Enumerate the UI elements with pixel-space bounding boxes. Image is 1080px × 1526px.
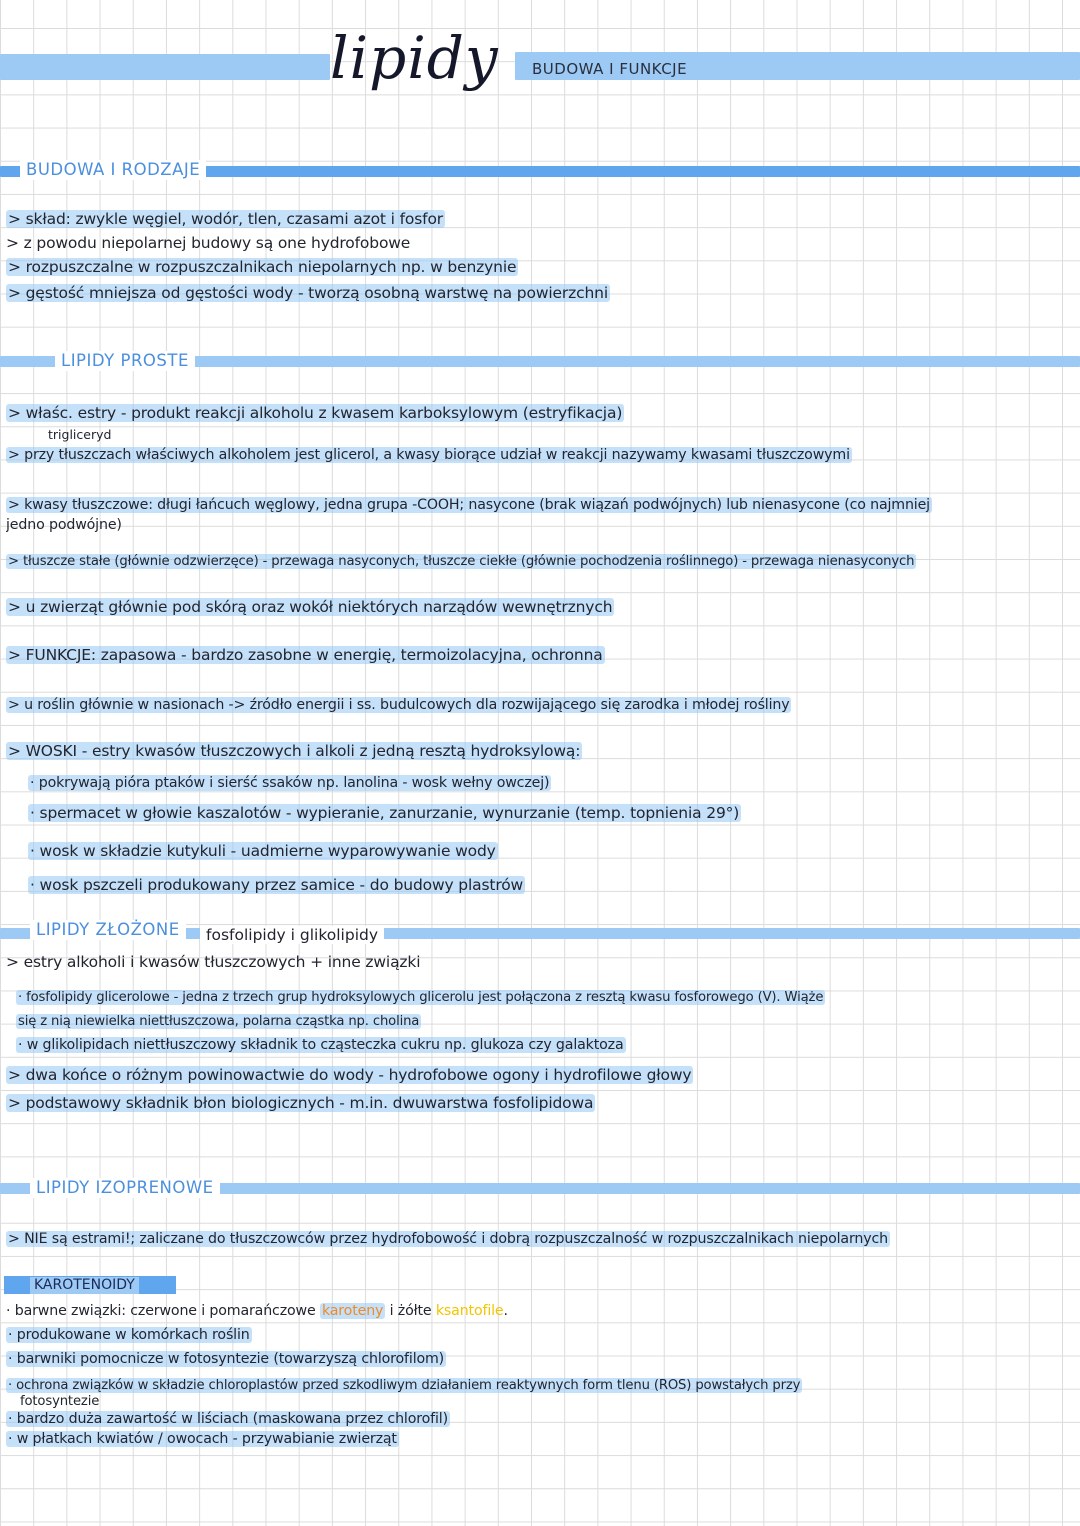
proste-line-6: > u zwierząt głównie pod skórą oraz wokół niektórych narządów wewnętrznych xyxy=(8,598,613,616)
heading-izoprenowe: LIPIDY IZOPRENOWE xyxy=(30,1178,220,1198)
zlozone-line-5: > dwa końce o różnym powinowactwie do wody - hydrofobowe ogony i hydrofilowe głowy xyxy=(8,1066,692,1084)
proste-line-11: · spermacet w głowie kaszalotów - wypieranie, zanurzanie, wynurzanie (temp. topnienia 29°) xyxy=(30,804,740,822)
proste-line-12: · wosk w składzie kutykuli - uadmierne wyparowywanie wody xyxy=(30,842,496,860)
subheading-karotenoidy: KAROTENOIDY xyxy=(30,1277,139,1294)
proste-line-2: > przy tłuszczach właściwych alkoholem jest glicerol, a kwasy biorące udział w reakcji nazywamy kwasami tłuszczowymi xyxy=(8,447,850,463)
ksantofile-word: ksantofile xyxy=(435,1303,504,1319)
budowa-line-2: > z powodu niepolarnej budowy są one hydrofobowe xyxy=(6,234,411,252)
heading-budowa: BUDOWA I RODZAJE xyxy=(20,160,206,180)
proste-line-3: > kwasy tłuszczowe: długi łańcuch węglowy, jedna grupa -COOH; nasycone (brak wiązań podwójnych) lub nienasycone (co najmniej xyxy=(8,497,930,513)
proste-line-9: > WOSKI - estry kwasów tłuszczowych i alkoli z jedną resztą hydroksylową: xyxy=(8,742,581,760)
heading-proste: LIPIDY PROSTE xyxy=(55,351,195,371)
page-title: lipidy xyxy=(330,24,499,92)
budowa-line-1: > skład: zwykle węgiel, wodór, tlen, czasami azot i fosfor xyxy=(8,210,443,228)
zlozone-line-4: · w glikolipidach niettłuszczowy składnik to cząsteczka cukru np. glukoza czy galaktoza xyxy=(18,1037,624,1053)
zlozone-line-1: > estry alkoholi i kwasów tłuszczowych + inne związki xyxy=(6,953,421,971)
proste-line-5: > tłuszcze stałe (głównie odzwierzęce) - przewaga nasyconych, tłuszcze ciekłe (głównie pochodzenia roślinnego) - przewaga nienasyconych xyxy=(8,554,915,569)
karoteny-word: karoteny xyxy=(321,1303,384,1319)
karotenoidy-line-barwne: · barwne związki: czerwone i pomarańczowe karoteny i żółte ksantofile. xyxy=(6,1303,508,1319)
page-subtitle: BUDOWA I FUNKCJE xyxy=(532,60,688,78)
heading-zlozone-extra: fosfolipidy i glikolipidy xyxy=(200,926,384,944)
budowa-line-4: > gęstość mniejsza od gęstości wody - tworzą osobną warstwę na powierzchni xyxy=(8,284,608,302)
heading-zlozone: LIPIDY ZŁOŻONE xyxy=(30,920,186,940)
karotenoidy-line-5: · bardzo duża zawartość w liściach (maskowana przez chlorofil) xyxy=(8,1411,448,1427)
proste-line-13: · wosk pszczeli produkowany przez samice - do budowy plastrów xyxy=(30,876,524,894)
proste-line-8: > u roślin głównie w nasionach -> źródło energii i ss. budulcowych dla rozwijającego się zarodka i młodej rośliny xyxy=(8,697,790,713)
karotenoidy-line-2: · barwniki pomocnicze w fotosyntezie (towarzyszą chlorofilom) xyxy=(8,1351,445,1367)
karotenoidy-line-6: · w płatkach kwiatów / owocach - przywabianie zwierząt xyxy=(8,1431,397,1447)
karotenoidy-line-1: · produkowane w komórkach roślin xyxy=(8,1327,250,1343)
karotenoidy-line-4: fotosyntezie xyxy=(20,1394,100,1409)
izoprenowe-intro: > NIE są estrami!; zaliczane do tłuszczowców przez hydrofobowość i dobrą rozpuszczalność w rozpuszczalnikach niepolarnych xyxy=(8,1231,888,1247)
title-band-left xyxy=(0,54,330,80)
proste-line-10: · pokrywają pióra ptaków i sierść ssaków np. lanolina - wosk wełny owczej) xyxy=(30,775,550,791)
budowa-line-3: > rozpuszczalne w rozpuszczalnikach niepolarnych np. w benzynie xyxy=(8,258,517,276)
zlozone-line-6: > podstawowy składnik błon biologicznych - m.in. dwuwarstwa fosfolipidowa xyxy=(8,1094,594,1112)
proste-line-7: > FUNKCJE: zapasowa - bardzo zasobne w energię, termoizolacyjna, ochronna xyxy=(8,646,603,664)
proste-line-1: > właśc. estry - produkt reakcji alkoholu z kwasem karboksylowym (estryfikacja) xyxy=(8,404,623,422)
annotation-trigliceryd: trigliceryd xyxy=(48,427,112,442)
proste-line-4: jedno podwójne) xyxy=(6,517,122,533)
karotenoidy-line-3: · ochrona związków w składzie chloroplastów przed szkodliwym działaniem reaktywnych form tlenu (ROS) powstałych przy xyxy=(8,1378,801,1393)
zlozone-line-3: się z nią niewielka niettłuszczowa, polarna cząstka np. cholina xyxy=(18,1014,420,1029)
zlozone-line-2: · fosfolipidy glicerolowe - jedna z trzech grup hydroksylowych glicerolu jest połączona z resztą kwasu fosforowego (V). Wiąże xyxy=(18,990,824,1005)
